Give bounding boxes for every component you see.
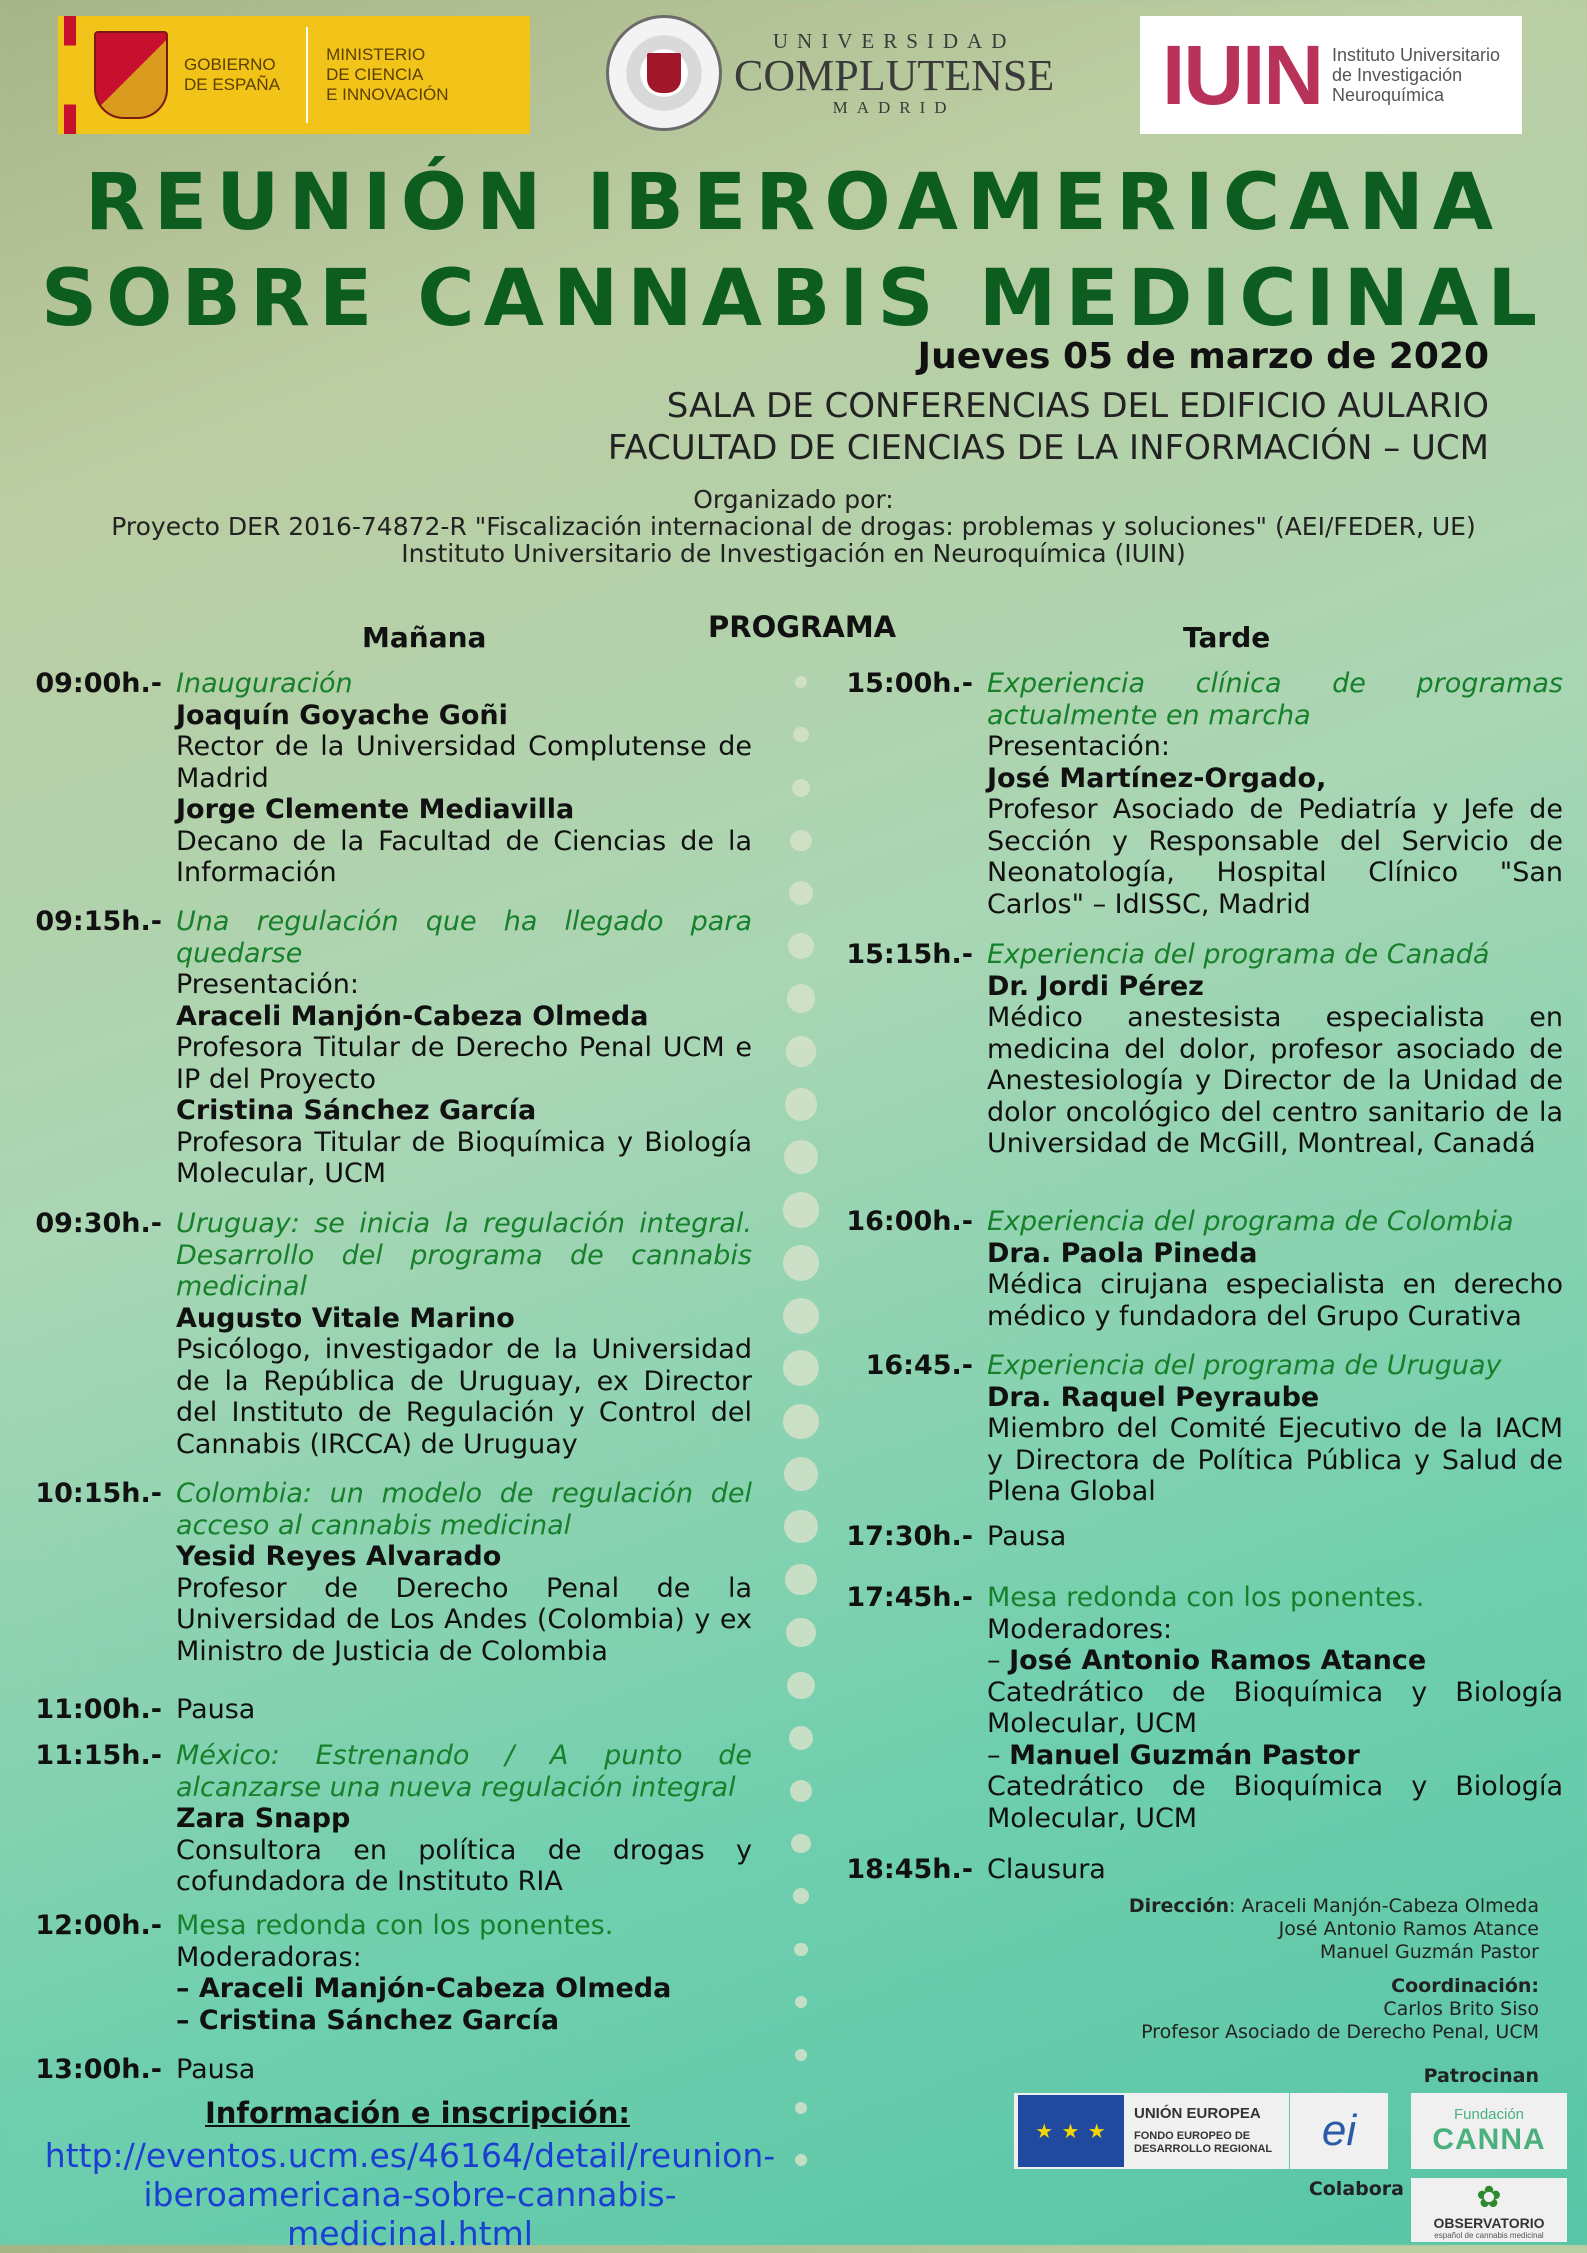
item-plain: Pausa bbox=[176, 1694, 256, 1725]
spain-flag-icon bbox=[64, 16, 76, 134]
speaker-name: Dr. Jordi Pérez bbox=[987, 970, 1204, 1002]
schedule-item bbox=[830, 939, 1563, 1160]
speaker-name: José Martínez-Orgado, bbox=[987, 762, 1327, 794]
coat-of-arms-icon bbox=[94, 31, 168, 119]
moderator-entry: – José Antonio Ramos Atance bbox=[987, 1645, 1427, 1676]
schedule-item bbox=[830, 1350, 1563, 1508]
item-plain: Clausura bbox=[987, 1854, 1106, 1885]
divider-dot bbox=[795, 2102, 807, 2114]
iuin-logo bbox=[1140, 16, 1522, 134]
divider-dot bbox=[790, 1780, 812, 1802]
item-topic: México: Estrenando / A punto de alcanzarse una nueva regulación integral bbox=[176, 1740, 752, 1803]
schedule-item bbox=[22, 906, 752, 1190]
divider-dot bbox=[783, 1298, 819, 1334]
eu-feder-logo: ★ ★ ★ UNIÓN EUROPEA FONDO EUROPEO DE DESARROLLO REGIONAL bbox=[1014, 2093, 1289, 2169]
speaker-name: Dra. Paola Pineda bbox=[987, 1237, 1258, 1269]
schedule-item bbox=[22, 1910, 752, 2036]
moderators-label: Moderadoras: bbox=[176, 1941, 362, 1973]
item-topic: Mesa redonda con los ponentes. bbox=[176, 1910, 614, 1941]
ucm-logo bbox=[606, 14, 1066, 132]
patrocinan-label: Patrocinan bbox=[1423, 2065, 1539, 2087]
divider-dot bbox=[784, 1140, 818, 1174]
divider-dot bbox=[785, 1088, 818, 1121]
registration-link[interactable]: http://eventos.ucm.es/46164/detail/reunion- iberoamericana-sobre-cannabis-medicinal.html bbox=[44, 2136, 776, 2253]
speaker-role: Médico anestesista especialista en medicina del dolor, profesor asociado de Anestesiología y Director de la Unidad de dolor oncológico del centro sanitario de la Universidad de McGill, Montreal, Canadá bbox=[987, 1002, 1563, 1159]
item-time: 16:45.- bbox=[865, 1350, 973, 1381]
item-plain: Pausa bbox=[987, 1521, 1067, 1552]
program-heading: PROGRAMA bbox=[708, 610, 897, 644]
speaker-name: Araceli Manjón-Cabeza Olmeda bbox=[176, 1000, 649, 1032]
speaker-name: Jorge Clemente Mediavilla bbox=[176, 794, 575, 825]
schedule-item bbox=[830, 1582, 1563, 1834]
schedule-item bbox=[22, 1208, 752, 1460]
speaker-role: Miembro del Comité Ejecutivo de la IACM y Directora de Política Pública y Salud de Plena Global bbox=[987, 1413, 1563, 1507]
venue-line1: SALA DE CONFERENCIAS DEL EDIFICIO AULARIO bbox=[666, 386, 1489, 426]
iuin-mark: IUIN bbox=[1162, 27, 1322, 122]
divider-dot bbox=[795, 1996, 807, 2008]
speaker-name: Joaquín Goyache Goñi bbox=[176, 699, 508, 731]
item-topic: Experiencia del programa de Uruguay bbox=[987, 1350, 1502, 1381]
divider-dot bbox=[789, 881, 813, 905]
divider-dot bbox=[795, 2154, 807, 2166]
divider-dot bbox=[793, 727, 808, 742]
item-time: 16:00h.- bbox=[846, 1206, 973, 1237]
schedule-item bbox=[830, 1206, 1563, 1332]
item-topic: Experiencia del programa de Colombia bbox=[987, 1206, 1514, 1237]
fundacion-canna-logo: Fundación CANNA bbox=[1411, 2093, 1567, 2169]
moderator-entry: – Manuel Guzmán Pastor bbox=[987, 1739, 1360, 1771]
presentation-label: Presentación: bbox=[176, 969, 359, 1000]
item-time: 17:45h.- bbox=[846, 1582, 973, 1613]
divider-dot bbox=[787, 984, 816, 1013]
speaker-name: Augusto Vitale Marino bbox=[176, 1302, 515, 1334]
ucm-seal-icon bbox=[606, 15, 722, 131]
speaker-role: Catedrático de Bioquímica y Biología Molecular, UCM bbox=[987, 1676, 1563, 1739]
leaf-icon: ✿ bbox=[1476, 2181, 1502, 2214]
item-time: 12:00h.- bbox=[35, 1910, 162, 1941]
divider-dot bbox=[794, 1943, 807, 1956]
schedule-item bbox=[830, 1854, 1563, 1886]
speaker-role: Catedrático de Bioquímica y Biología Molecular, UCM bbox=[987, 1771, 1563, 1834]
speaker-name: Yesid Reyes Alvarado bbox=[176, 1541, 502, 1572]
divider-dot bbox=[786, 1618, 816, 1648]
divider-dot bbox=[784, 1510, 817, 1543]
speaker-role: Profesora Titular de Derecho Penal UCM e IP del Proyecto bbox=[176, 1032, 752, 1095]
item-time: 09:15h.- bbox=[35, 906, 162, 937]
divider-dot bbox=[784, 1457, 818, 1491]
divider-dot bbox=[791, 1834, 810, 1853]
speaker-role: Profesor Asociado de Pediatría y Jefe de Sección y Responsable del Servicio de Neonatología, Hospital Clínico "San Carlos" – IdISSC, Madrid bbox=[987, 794, 1563, 920]
moderator-name: – Araceli Manjón-Cabeza Olmeda bbox=[176, 1973, 672, 2004]
venue-line2: FACULTAD DE CIENCIAS DE LA INFORMACIÓN – UCM bbox=[607, 428, 1489, 468]
eu-flag-icon: ★ ★ ★ bbox=[1018, 2095, 1124, 2167]
speaker-name: Dra. Raquel Peyraube bbox=[987, 1381, 1320, 1413]
organized-institute: Instituto Universitario de Investigación en Neuroquímica (IUIN) bbox=[401, 539, 1186, 568]
schedule-item bbox=[22, 1478, 752, 1667]
speaker-role: Profesora Titular de Bioquímica y Biología Molecular, UCM bbox=[176, 1126, 752, 1189]
iuin-text: Instituto Universitario de Investigación Neuroquímica bbox=[1332, 45, 1501, 105]
speaker-name: Zara Snapp bbox=[176, 1803, 351, 1834]
divider-dot bbox=[792, 779, 810, 797]
divider-dot bbox=[795, 2049, 807, 2061]
organized-label: Organizado por: bbox=[693, 485, 894, 514]
schedule-item bbox=[22, 1694, 752, 1726]
divider-dot bbox=[790, 830, 811, 851]
gobierno-logo bbox=[58, 16, 530, 134]
ucm-line1: UNIVERSIDAD bbox=[772, 28, 1016, 53]
item-topic: Uruguay: se inicia la regulación integral. Desarrollo del programa de cannabis medicinal bbox=[176, 1208, 752, 1302]
ucm-line3: MADRID bbox=[832, 97, 956, 117]
gobierno-text: GOBIERNO DE ESPAÑA bbox=[184, 55, 281, 94]
speaker-name: Cristina Sánchez García bbox=[176, 1095, 537, 1126]
item-plain: Pausa bbox=[176, 2054, 256, 2085]
morning-heading: Mañana bbox=[362, 621, 487, 654]
item-time: 17:30h.- bbox=[846, 1521, 973, 1552]
item-topic: Inauguración bbox=[176, 668, 353, 699]
divider-dot bbox=[783, 1192, 818, 1227]
title-line1: REUNIÓN IBEROAMERICANA bbox=[84, 158, 1503, 248]
presentation-label: Presentación: bbox=[987, 731, 1170, 762]
item-time: 13:00h.- bbox=[35, 2054, 162, 2085]
credits-direccion: Dirección: Araceli Manjón-Cabeza Olmeda José Antonio Ramos Atance Manuel Guzmán Pastor bbox=[1128, 1895, 1539, 1963]
item-time: 09:30h.- bbox=[35, 1208, 162, 1239]
afternoon-heading: Tarde bbox=[1183, 621, 1271, 654]
ucm-line2: COMPLUTENSE bbox=[734, 50, 1055, 100]
divider-dot bbox=[787, 1672, 814, 1699]
title-line2: SOBRE CANNABIS MEDICINAL bbox=[40, 254, 1547, 344]
info-heading: Información e inscripción: bbox=[205, 2096, 630, 2130]
divider-dot bbox=[789, 1726, 814, 1751]
item-time: 09:00h.- bbox=[35, 668, 162, 699]
schedule-item bbox=[22, 1740, 752, 1898]
speaker-name: José Antonio Ramos Atance bbox=[1009, 1645, 1427, 1676]
speaker-name: Manuel Guzmán Pastor bbox=[1009, 1739, 1360, 1771]
item-topic: Una regulación que ha llegado para quedarse bbox=[176, 906, 752, 969]
moderators-label: Moderadores: bbox=[987, 1613, 1173, 1645]
colabora-label: Colabora bbox=[1308, 2178, 1404, 2200]
direccion-label: Dirección bbox=[1128, 1895, 1230, 1917]
speaker-role: Psicólogo, investigador de la Universidad de la República de Uruguay, ex Director del Instituto de Regulación y Control del Cannabis (IRCCA) de Uruguay bbox=[176, 1334, 752, 1460]
speaker-role: Decano de la Facultad de Ciencias de la Información bbox=[176, 825, 752, 888]
item-time: 11:15h.- bbox=[35, 1740, 162, 1771]
item-topic: Mesa redonda con los ponentes. bbox=[987, 1582, 1425, 1613]
logo-divider bbox=[306, 27, 308, 123]
divider-dot bbox=[783, 1350, 819, 1386]
item-topic: Experiencia clínica de programas actualmente en marcha bbox=[987, 668, 1563, 731]
organized-project: Proyecto DER 2016-74872-R "Fiscalización internacional de drogas: problemas y soluciones" (AEI/FEDER, UE) bbox=[111, 512, 1476, 541]
schedule-item bbox=[830, 668, 1563, 920]
speaker-role: Profesor de Derecho Penal de la Universidad de Los Andes (Colombia) y ex Ministro de Justicia de Colombia bbox=[176, 1572, 752, 1667]
item-topic: Colombia: un modelo de regulación del acceso al cannabis medicinal bbox=[176, 1478, 752, 1541]
item-topic: Experiencia del programa de Canadá bbox=[987, 939, 1490, 970]
schedule-item bbox=[22, 668, 752, 889]
observatorio-logo: ✿ OBSERVATORIO español de cannabis medicinal bbox=[1411, 2178, 1567, 2242]
item-time: 18:45h.- bbox=[846, 1854, 973, 1885]
moderator-name: – Cristina Sánchez García bbox=[176, 2004, 560, 2036]
speaker-role: Consultora en política de drogas y cofundadora de Instituto RIA bbox=[176, 1834, 752, 1897]
divider-dot bbox=[783, 1245, 819, 1281]
item-time: 15:15h.- bbox=[846, 939, 973, 970]
divider-dot bbox=[785, 1564, 816, 1595]
credits-coordinacion: Coordinación: Carlos Brito Siso Profesor Asociado de Derecho Penal, UCM bbox=[1141, 1975, 1539, 2043]
aei-logo: ei bbox=[1290, 2093, 1388, 2169]
item-time: 15:00h.- bbox=[846, 668, 973, 699]
schedule-item bbox=[830, 1521, 1563, 1553]
speaker-role: Médica cirujana especialista en derecho médico y fundadora del Grupo Curativa bbox=[987, 1269, 1563, 1332]
schedule-item bbox=[22, 2054, 752, 2086]
item-time: 10:15h.- bbox=[35, 1478, 162, 1509]
event-date: Jueves 05 de marzo de 2020 bbox=[917, 336, 1489, 377]
speaker-role: Rector de la Universidad Complutense de Madrid bbox=[176, 731, 752, 794]
divider-dot bbox=[795, 676, 807, 688]
divider-dot bbox=[786, 1036, 817, 1067]
divider-dot bbox=[793, 1888, 809, 1904]
divider-dot bbox=[783, 1404, 818, 1439]
ministerio-text: MINISTERIO DE CIENCIA E INNOVACIÓN bbox=[326, 45, 449, 104]
item-time: 11:00h.- bbox=[35, 1694, 162, 1725]
coordinacion-label: Coordinación: bbox=[1391, 1975, 1539, 1997]
divider-dot bbox=[788, 933, 814, 959]
